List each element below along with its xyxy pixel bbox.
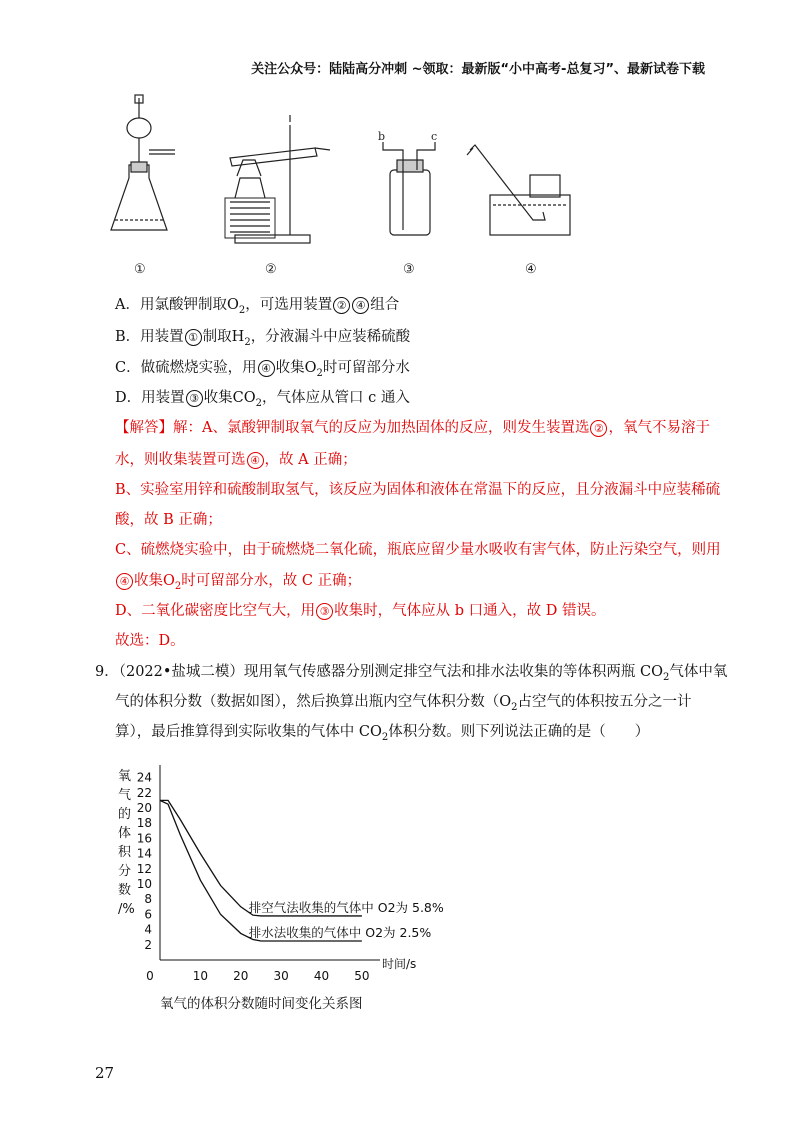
x-tick-label: 30: [273, 969, 289, 983]
option-d: D．用装置 ③ 收集$CO_2$，气体应从管口 c 通入: [115, 390, 410, 409]
apparatus-label-1: ①: [134, 262, 146, 277]
solution-line-2: 水，则收集装置可选 ④ ，故 A 正确；: [115, 452, 357, 468]
solution-line-7: D、二氧化碳密度比空气大，用 ③ 收集时，气体应从 b 口通入，故 D 错误。: [115, 603, 606, 619]
apparatus-1-flask-funnel: [111, 95, 175, 230]
solution-line-8: 故选：D。: [115, 633, 185, 649]
solution-line-5: C、硫燃烧实验中，由于硫燃烧二氧化硫，瓶底应留少量水吸收有害气体，防止污染空气，则用: [115, 542, 721, 558]
apparatus-label-2: ②: [265, 262, 277, 277]
apparatus-label-3: ③: [403, 262, 415, 277]
x-tick-label: 10: [192, 969, 209, 983]
tube-label-b: b: [378, 130, 386, 143]
y-axis-label-char: /%: [118, 902, 135, 917]
apparatus-2-heating: [225, 115, 330, 243]
solution-line-4: 酸，故 B 正确；: [115, 512, 222, 528]
y-tick-label: 24: [136, 770, 152, 785]
y-tick-label: 20: [136, 801, 152, 815]
apparatus-label-4: ④: [525, 262, 537, 277]
y-tick-label: 10: [136, 877, 152, 891]
y-tick-label: 4: [144, 922, 152, 937]
oxygen-fraction-chart: [110, 760, 480, 1020]
y-tick-label: 22: [136, 785, 152, 800]
y-tick-label: 12: [136, 861, 152, 876]
apparatus-4-water-trough: [467, 145, 570, 235]
chart-x-axis-label: 时间/s: [382, 957, 417, 971]
series-line-2: [160, 800, 362, 941]
page-number: 27: [95, 1064, 115, 1082]
series-label-2: 排水法收集的气体中 O2为 2.5%: [248, 925, 432, 940]
y-axis-label-char: 积: [118, 845, 132, 860]
solution-line-6: ④ 收集$O_2$时可留部分水，故 C 正确；: [115, 571, 361, 597]
lab-apparatus-figure: [105, 90, 605, 280]
y-axis-label-char: 体: [118, 826, 132, 841]
solution-line-3: B、实验室用锌和硫酸制取氢气，该反应为固体和液体在常温下的反应，且分液漏斗中应装稀硫: [115, 482, 721, 498]
y-tick-label: 18: [136, 816, 152, 831]
y-axis-label-char: 分: [118, 864, 132, 879]
question-9-line-2: 气的体积分数（数据如图），然后换算出瓶内空气体积分数（$O_2$占空气的体积按五分之一计: [115, 694, 692, 713]
y-axis-label-char: 氧: [118, 769, 132, 784]
y-tick-label: 2: [144, 937, 152, 952]
option-c: C．做硫燃烧实验，用 ④ 收集$O_2$时可留部分水: [115, 360, 410, 379]
x-tick-label: 20: [233, 969, 249, 983]
x-tick-label: 0: [146, 969, 154, 983]
series-label-1: 排空气法收集的气体中 O2为 5.8%: [248, 899, 444, 915]
y-axis-label-char: 气: [118, 788, 132, 803]
question-9-line-1: 9．（2022•盐城二模）现用氧气传感器分别测定排空气法和排水法收集的等体积两瓶 $CO_2$气体中氧: [95, 664, 728, 683]
option-b: B．用装置 ① 制取$H_2$，分液漏斗中应装稀硫酸: [115, 329, 411, 348]
y-tick-label: 14: [136, 846, 152, 861]
y-axis-label-char: 的: [118, 807, 132, 822]
apparatus-3-gas-bottle: [383, 142, 435, 235]
page-header: 关注公众号：陆陆高分冲刺 ~领取：最新版“小中高考-总复习”、最新试卷下载: [251, 62, 705, 77]
chart-y-axis-label: [118, 769, 135, 917]
x-tick-label: 40: [313, 969, 330, 983]
tube-label-c: c: [431, 130, 438, 143]
y-axis-label-char: 数: [118, 883, 132, 898]
solution-line-1: 【解答】解：A、氯酸钾制取氧气的反应为加热固体的反应，则发生装置选 ② ，氧气不易溶于: [115, 420, 710, 436]
question-9-line-3: 算），最后推算得到实际收集的气体中 $CO_2$体积分数。则下列说法正确的是（ ）: [115, 724, 650, 743]
chart-title: 氧气的体积分数随时间变化关系图: [160, 996, 363, 1012]
y-tick-label: 16: [136, 831, 152, 846]
x-tick-label: 50: [354, 969, 370, 983]
y-tick-label: 8: [144, 892, 152, 907]
y-tick-label: 6: [144, 907, 152, 922]
option-a: A．用氯酸钾制取$O_2$，可选用装置 ② ④ 组合: [115, 297, 400, 316]
